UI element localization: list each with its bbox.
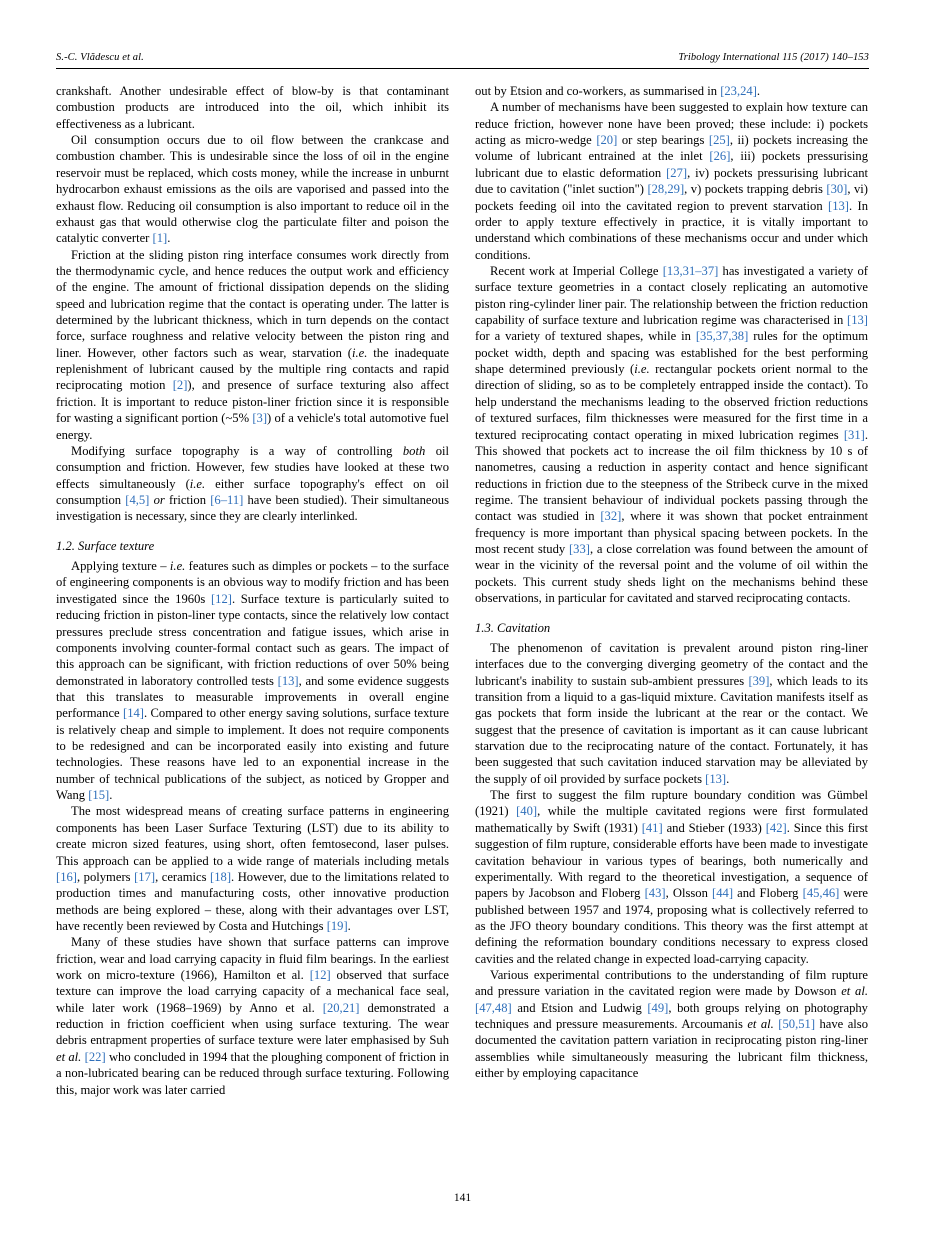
citation-link[interactable]: [13] xyxy=(705,771,727,786)
citation-link[interactable]: [40] xyxy=(516,804,538,819)
citation-link[interactable]: [27] xyxy=(666,165,688,180)
citation-link[interactable]: [45,46] xyxy=(802,886,840,901)
citation-link[interactable]: [4,5] xyxy=(125,492,150,507)
para-crankshaft: crankshaft. Another undesirable effect of blow-by is that contaminant combustion products are introduced into the oil, which inhibit its effectiveness as a lubricant. xyxy=(56,84,449,131)
citation-link[interactable]: [13] xyxy=(277,673,299,688)
citation-link[interactable]: [32] xyxy=(600,509,622,524)
para-cavitation-phenomenon: The phenomenon of cavitation is prevalent around piston ring-liner interfaces due to the converging diverging geometry of the contact and the lubricant's inability to sustain sub-ambient pressures [39], which leads to its transition from a liquid to a gas-liquid mixture. Cavitation manifests itself as gas pockets that form inside the lubricant at the rear or the contact. We suggest that the presence of cavitation is important as it can cause lubricant starvation due to the reciprocating nature of the contact. Fortunately, it has been suggested that such cavitation induced starvation may be alleviated by the supply of oil provided by surface pockets [13]. xyxy=(475,640,868,786)
citation-link[interactable]: [16] xyxy=(56,869,77,884)
emphasis-text: or xyxy=(153,492,165,507)
running-head-authors: S.-C. Vlădescu et al. xyxy=(56,52,144,63)
citation-link[interactable]: [12] xyxy=(309,968,331,983)
citation-link[interactable]: [12] xyxy=(210,591,232,606)
citation-link[interactable]: [18] xyxy=(210,869,232,884)
citation-link[interactable]: [41] xyxy=(641,820,663,835)
citation-link[interactable]: [13] xyxy=(847,313,868,328)
page-number: 141 xyxy=(453,1192,472,1204)
emphasis-text: i.e. xyxy=(634,362,650,377)
citation-link[interactable]: [44] xyxy=(712,886,734,901)
para-modifying-topography: Modifying surface topography is a way of controlling both oil consumption and friction. However, few studies have looked at these two effects simultaneously (i.e. either surface topography's effect on oil consumption [4,5] or friction [6–11] have been studied). Their simultaneous investigation is necessary, since they are clearly interlinked. xyxy=(56,443,450,524)
citation-link[interactable]: [15] xyxy=(88,788,110,803)
citation-link[interactable]: [14] xyxy=(123,706,144,721)
citation-link[interactable]: [13,31–37] xyxy=(662,263,719,278)
left-column xyxy=(56,83,449,1143)
running-head-journal: Tribology International 115 (2017) 140–153 xyxy=(678,52,869,63)
emphasis-text: i.e. xyxy=(169,559,186,574)
citation-link[interactable]: [2] xyxy=(172,378,188,393)
para-experimental-contributions: Various experimental contributions to the understanding of film rupture and pressure variation in the cavitated region were made by Dowson et al. [47,48] and Etsion and Ludwig [49], both groups relying on photography techniques and pressure measurements. Arcoumanis et al. [50,51] have also documented the cavitation pattern variation in reciprocating piston ring-liner assemblies while simultaneously measuring the lubricant film thickness, either by employing capacitance xyxy=(475,968,869,1081)
citation-link[interactable]: [3] xyxy=(252,411,268,426)
para-applying-texture: Applying texture – i.e. features such as dimples or pockets – to the surface of engineering components is an obvious way to modify friction and has been investigated since the 1960s [12]. Surface texture is particularly suited to reducing friction in piston-liner type contacts, since the relatively low contact pressures preclude stress concentration and fatigue issues, which arise in components involving counter-formal contact such as gears. The impact of this approach can be significant, with friction reductions of over 50% being demonstrated in laboratory controlled tests [13], and some evidence suggests that this translates to measurable improvements in overall engine performance [14]. Compared to other energy saving solutions, surface texture is relatively cheap and simple to implement. It does not require components to be redesigned and can be incorporated easily into existing and future technologies. These reasons have led to an exponential increase in the number of technical publications of the subject, as noticed by Gropper and Wang [15]. xyxy=(56,559,450,803)
citation-link[interactable]: [13] xyxy=(828,198,849,213)
para-oil-consumption: Oil consumption occurs due to oil flow between the crankcase and combustion chamber. This is undesirable since the loss of oil in the engine reservoir must be replaced, which costs money, while the increase in unburnt hydrocarbon exhaust emissions as the oils are vaporised and passed into the exhaust flow. Reducing oil consumption is also important to reduce oil in the exhaust gas that would otherwise clog the particulate filter and poison the catalytic converter [1]. xyxy=(56,133,449,246)
citation-link[interactable]: [30] xyxy=(826,182,848,197)
citation-link[interactable]: [20,21] xyxy=(322,1000,360,1015)
emphasis-text: both xyxy=(402,443,426,458)
emphasis-text: i.e. xyxy=(351,345,368,360)
citation-link[interactable]: [20] xyxy=(596,133,618,148)
citation-link[interactable]: [23,24] xyxy=(720,84,757,98)
para-many-studies: Many of these studies have shown that surface patterns can improve friction, wear and load carrying capacity in fluid film bearings. In the earliest work on micro-texture (1966), Hamilton et al. [12] observed that surface texture can improve the load carrying capacity of a mechanical face seal, while later work (1968–1969) by Anno et al. [20,21] demonstrated a reduction in friction coefficient when using surface texturing. The wear debris entrapment properties of surface texture were later emphasised by Suh et al. [22] who concluded in 1994 that the ploughing component of friction in a non-lubricated bearing can be reduced through surface texturing. Following this, major work was later carried xyxy=(56,935,450,1097)
citation-link[interactable]: [31] xyxy=(843,427,865,442)
citation-link[interactable]: [49] xyxy=(647,1000,669,1015)
emphasis-text: et al. xyxy=(56,1049,82,1064)
emphasis-text: i.e. xyxy=(189,476,206,491)
citation-link[interactable]: [28,29] xyxy=(647,182,685,197)
citation-link[interactable]: [35,37,38] xyxy=(695,329,749,344)
citation-link[interactable]: [43] xyxy=(644,886,666,901)
citation-link[interactable]: [33] xyxy=(568,542,590,557)
section-heading-cavitation: 1.3. Cavitation xyxy=(475,620,551,635)
para-imperial-college: Recent work at Imperial College [13,31–37] has investigated a variety of surface texture geometries in a contact closely replicating an automotive piston ring-cylinder liner pair. The relationship between the friction reduction capability of surface texture and lubrication regime was characterised in [13] for a variety of textured shapes, while in [35,37,38] rules for the optimum pocket width, depth and spacing was established for the best performing shape determined previously (i.e. rectangular pockets orient normal to the direction of sliding, so as to be completely entrapped inside the contact). To help understand the mechanisms leading to the observed friction reductions of textured surfaces, film thicknesses were measured for the first time in a textured reciprocating contact operating in mixed lubrication regimes [31]. This showed that pockets act to increase the oil film thickness by 10 s of nanometres, causing a reduction in asperity contact and hence significant reductions in friction due to the steepness of the Stribeck curve in the mixed regime. The transient behaviour of individual pockets passing through the contact was studied in [32], where it was shown that pocket entrainment frequency is more important than physical spacing between pockets. In the most recent study [33], a close correlation was found between the amount of wear in the vicinity of the reversal point and the volume of oil within the pockets. This current study sheds light on the mechanisms behind these observations, in particular for cavitated and starved reciprocating contacts. xyxy=(475,263,868,606)
citation-link[interactable]: [22] xyxy=(84,1049,106,1064)
emphasis-text: et al. xyxy=(747,1017,774,1032)
citation-link[interactable]: [42] xyxy=(765,820,787,835)
citation-link[interactable]: [1] xyxy=(152,231,168,246)
citation-link[interactable]: [6–11] xyxy=(210,492,244,507)
body-columns xyxy=(56,83,869,1143)
para-etsion-coworkers: out by Etsion and co-workers, as summarised in [23,24]. xyxy=(475,84,761,98)
para-mechanisms: A number of mechanisms have been suggested to explain how texture can reduce friction, however none have been proved; these include: i) pockets acting as micro-wedge [20] or step bearings [25], ii) pockets increasing the volume of lubricant entrained at the inlet [26], iii) pockets pressurising lubricant due to elastic deformation [27], iv) pockets pressurising lubricant due to cavitation ("inlet suction") [28,29], v) pockets trapping debris [30], vi) pockets feeding oil into the cavitated region to prevent starvation [13]. In order to apply texture effectively in practice, it is vitally important to understand which combinations of these mechanisms occur and under which conditions. xyxy=(475,100,868,262)
emphasis-text: et al. xyxy=(841,984,868,999)
citation-link[interactable]: [25] xyxy=(708,133,730,148)
para-laser-surface-texturing: The most widespread means of creating surface patterns in engineering components has been Laser Surface Texturing (LST) due to its ability to create micron sized features, using short, often femtosecond, laser pulses. This approach can be applied to a wide range of materials including metals [16], polymers [17], ceramics [18]. However, due to the limitations related to production times and manufacturing costs, other innovative production methods are being explored – these, along with their advantages over LST, have recently been reviewed by Costa and Hutchings [19]. xyxy=(56,804,449,933)
para-friction-sliding: Friction at the sliding piston ring interface consumes work directly from the thermodynamic cycle, and hence reduces the output work and efficiency of the engine. The amount of frictional dissipation depends on the sliding speed and lubrication regime that the contact is operating under. The latter is determined by the lubricant thickness, which in turn depends on the contact force, surface roughness and relative velocity between the piston ring and liner. However, other factors such as wear, starvation (i.e. the inadequate replenishment of lubricant caused by the multiple ring contacts and rapid reciprocating motion [2]), and presence of surface texturing also affect friction. It is important to reduce piston-liner friction since it is responsible for wasting a significant portion (~5% [3]) of a vehicle's total automotive fuel energy. xyxy=(56,247,450,442)
citation-link[interactable]: [47,48] xyxy=(475,1000,512,1015)
citation-link[interactable]: [17] xyxy=(134,869,156,884)
right-column xyxy=(475,83,868,1143)
citation-link[interactable]: [19] xyxy=(326,918,348,933)
para-film-rupture: The first to suggest the film rupture boundary condition was Gümbel (1921) [40], while the multiple cavitated regions were first formulated mathematically by Swift (1931) [41] and Stieber (1933) [42]. Since this first suggestion of film rupture, considerable efforts have been made to investigate cavitation behaviour in various types of bearings, both numerically and experimentally. With regard to the theoretical investigation, a sequence of papers by Jacobson and Floberg [43], Olsson [44] and Floberg [45,46] were published between 1957 and 1974, proposing what is collectively referred to as the JFO theory boundary conditions. This theory was the first attempt at defining the reformation boundary conditions necessary to express closed cavities and the related change in expected load-carrying capacity. xyxy=(475,788,869,966)
section-heading-surface-texture: 1.2. Surface texture xyxy=(56,538,155,553)
citation-link[interactable]: [26] xyxy=(709,149,731,164)
citation-link[interactable]: [39] xyxy=(748,673,770,688)
running-head xyxy=(56,52,869,69)
citation-link[interactable]: [50,51] xyxy=(778,1017,816,1032)
